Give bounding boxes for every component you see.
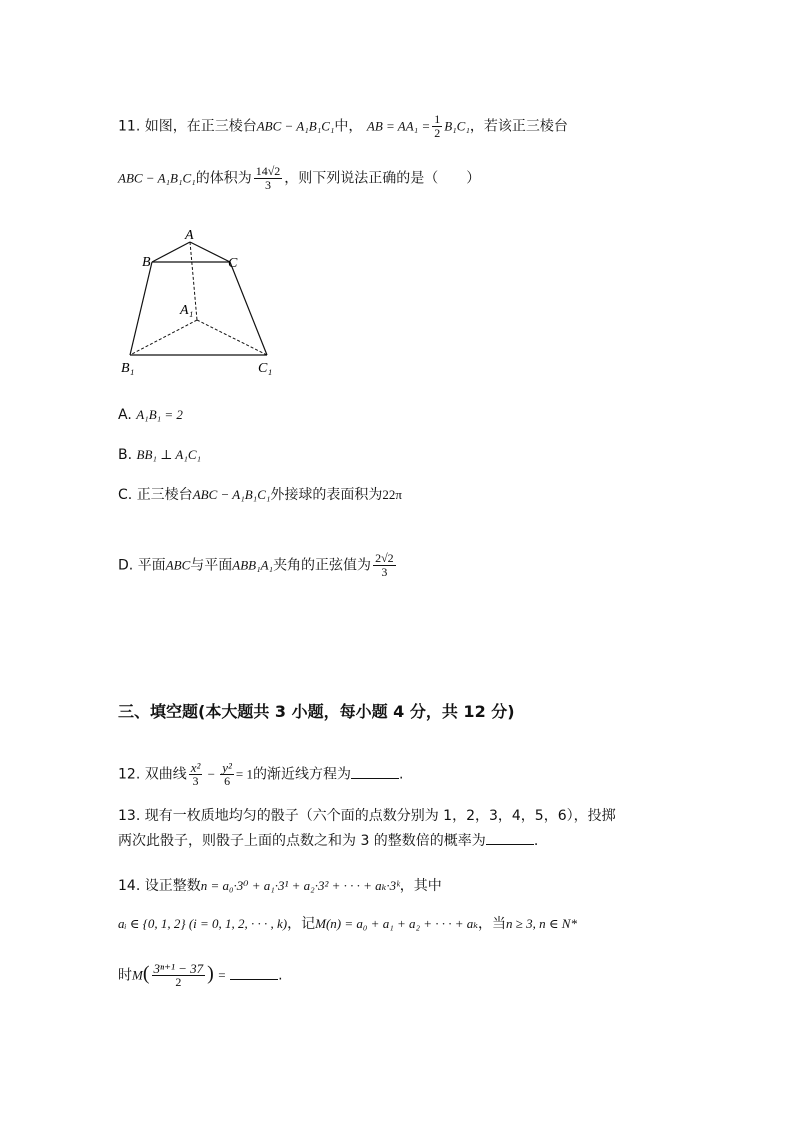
option-d-num: 2√2 bbox=[375, 551, 394, 565]
q14-line3: 时M( $\frac{\text{3ⁿ⁺¹ − 37}}{2}$ ) = . bbox=[118, 961, 283, 989]
q14-line1 bbox=[118, 876, 442, 896]
option-d-fraction bbox=[373, 552, 396, 579]
q12-pre: 双曲线 bbox=[144, 766, 187, 783]
q11-line1 bbox=[118, 113, 568, 140]
edge-A1-B1-hidden bbox=[130, 320, 197, 355]
q11-half-num: 1 bbox=[434, 112, 441, 126]
q13-line2 bbox=[118, 830, 538, 851]
q14-eq: = bbox=[218, 967, 226, 983]
q11-intro: 如图，在正三棱台 bbox=[144, 118, 257, 135]
q11-cont: ，若该正三棱台 bbox=[469, 118, 568, 135]
option-d-abc: ABC bbox=[165, 557, 191, 573]
frustum-figure bbox=[110, 222, 290, 382]
q12-eq: = 1 bbox=[235, 766, 253, 782]
q14-shi: 时 bbox=[118, 967, 132, 984]
q11-option-a bbox=[118, 405, 183, 425]
q12-x-num: x² bbox=[190, 760, 201, 775]
q13-line1: 13. 现有一枚质地均匀的骰子（六个面的点数分别为 1，2，3，4，5，6），投掷 bbox=[118, 808, 616, 824]
q12-post: 的渐近线方程为 bbox=[253, 766, 351, 783]
option-d-post: 夹角的正弦值为 bbox=[273, 557, 372, 574]
option-c-frustum: ABC − A₁B₁C₁ bbox=[192, 487, 271, 502]
option-d-mid: 与平面 bbox=[190, 557, 233, 574]
q12-answer-blank[interactable] bbox=[351, 764, 399, 779]
option-d-plane: ABB₁A₁ bbox=[232, 557, 274, 573]
edge-C-C1 bbox=[230, 262, 267, 355]
q13-end: . bbox=[533, 833, 539, 849]
q11-vol-text: 的体积为 bbox=[195, 170, 252, 187]
q11-vol-num: 14√2 bbox=[255, 164, 281, 178]
option-b-text: BB₁ ⊥ A₁C₁ bbox=[136, 447, 202, 462]
q11-frustum: ABC − A₁B₁C₁ bbox=[256, 118, 335, 134]
q13-answer-blank[interactable] bbox=[486, 830, 534, 845]
q14-M-def: M(n) = a₀ + a₁ + a₂ + · · · + aₖ bbox=[315, 916, 479, 931]
q14-M-fraction bbox=[152, 962, 206, 989]
q11-volume-fraction bbox=[254, 165, 283, 192]
q12-end: . bbox=[399, 766, 404, 783]
q14-number: 14. bbox=[118, 878, 141, 894]
q14-dang: ，当 bbox=[478, 916, 507, 932]
section-heading: 三、填空题(本大题共 3 小题，每小题 4 分，共 12 分) bbox=[118, 702, 515, 721]
edge-B-B1 bbox=[130, 262, 152, 355]
edge-A1-C1-hidden bbox=[197, 320, 267, 355]
q11-half-den: 2 bbox=[434, 126, 441, 140]
q11-cond-rhs: B₁C₁ bbox=[444, 118, 470, 134]
label-B1: B₁ bbox=[121, 361, 135, 376]
q11-half-fraction bbox=[432, 113, 442, 140]
q11-ask: ，则下列说法正确的是（ ） bbox=[284, 170, 481, 187]
q14-cond: n ≥ 3, n ∈ N* bbox=[506, 916, 577, 931]
q11-zhong: 中， bbox=[334, 118, 363, 135]
label-B: B bbox=[142, 255, 151, 270]
q14-M-den: 2 bbox=[175, 975, 182, 989]
q14-M-num: 3ⁿ⁺¹ − 37 bbox=[153, 961, 204, 976]
q14-end: . bbox=[278, 967, 283, 984]
q11-frustum-2: ABC − A₁B₁C₁ bbox=[118, 170, 196, 186]
q13-line2-text: 两次此骰子，则骰子上面的点数之和为 3 的整数倍的概率为 bbox=[118, 833, 486, 849]
q11-option-b bbox=[118, 445, 201, 465]
edge-A-C bbox=[190, 242, 230, 262]
q14-ji: ，记 bbox=[287, 916, 316, 932]
q12-number: 12. bbox=[118, 766, 141, 783]
q11-line2 bbox=[118, 165, 480, 192]
option-a-text: A₁B₁ = 2 bbox=[136, 407, 183, 422]
label-C: C bbox=[228, 256, 238, 271]
q12-y-fraction bbox=[220, 761, 234, 788]
q14-post: ，其中 bbox=[399, 878, 442, 894]
option-d-pre: 平面 bbox=[137, 557, 166, 574]
q14-formula: n = a₀·3⁰ + a₁·3¹ + a₂·3² + · · · + aₖ·3ᵏ bbox=[200, 878, 400, 893]
q12-line: 12. 双曲线 $\frac{\text{x²}}{3}$ − $\frac{\text{y²}}{6}$ = 1的渐近线方程为 . bbox=[118, 760, 404, 788]
q14-pre: 设正整数 bbox=[144, 878, 201, 894]
q12-y-den: 6 bbox=[224, 774, 231, 788]
label-A1: A₁ bbox=[180, 303, 194, 318]
option-c-post: 外接球的表面积为 bbox=[270, 487, 383, 503]
q11-option-c bbox=[118, 485, 402, 505]
q14-set: aᵢ ∈ {0, 1, 2} (i = 0, 1, 2, · · · , k) bbox=[118, 916, 288, 931]
q11-vol-den: 3 bbox=[265, 178, 271, 192]
q12-x-fraction bbox=[189, 761, 203, 788]
q14-answer-blank[interactable] bbox=[230, 965, 278, 980]
q11-option-d bbox=[118, 552, 398, 579]
q12-x-den: 3 bbox=[192, 774, 199, 788]
option-a-label: A. bbox=[118, 407, 132, 423]
q12-y-num: y² bbox=[222, 760, 232, 775]
option-c-pre: 正三棱台 bbox=[136, 487, 193, 503]
q14-line2 bbox=[118, 914, 577, 934]
option-d-label: D. bbox=[118, 557, 134, 574]
option-c-value: 22π bbox=[382, 487, 402, 502]
option-c-label: C. bbox=[118, 487, 133, 503]
label-C1: C₁ bbox=[258, 361, 273, 376]
option-d-den: 3 bbox=[381, 565, 388, 579]
option-b-label: B. bbox=[118, 447, 133, 463]
q11-cond-lhs: AB = AA₁ = bbox=[366, 118, 431, 134]
q11-number: 11. bbox=[118, 118, 141, 135]
label-A: A bbox=[185, 228, 194, 243]
edge-A-B bbox=[152, 242, 190, 262]
